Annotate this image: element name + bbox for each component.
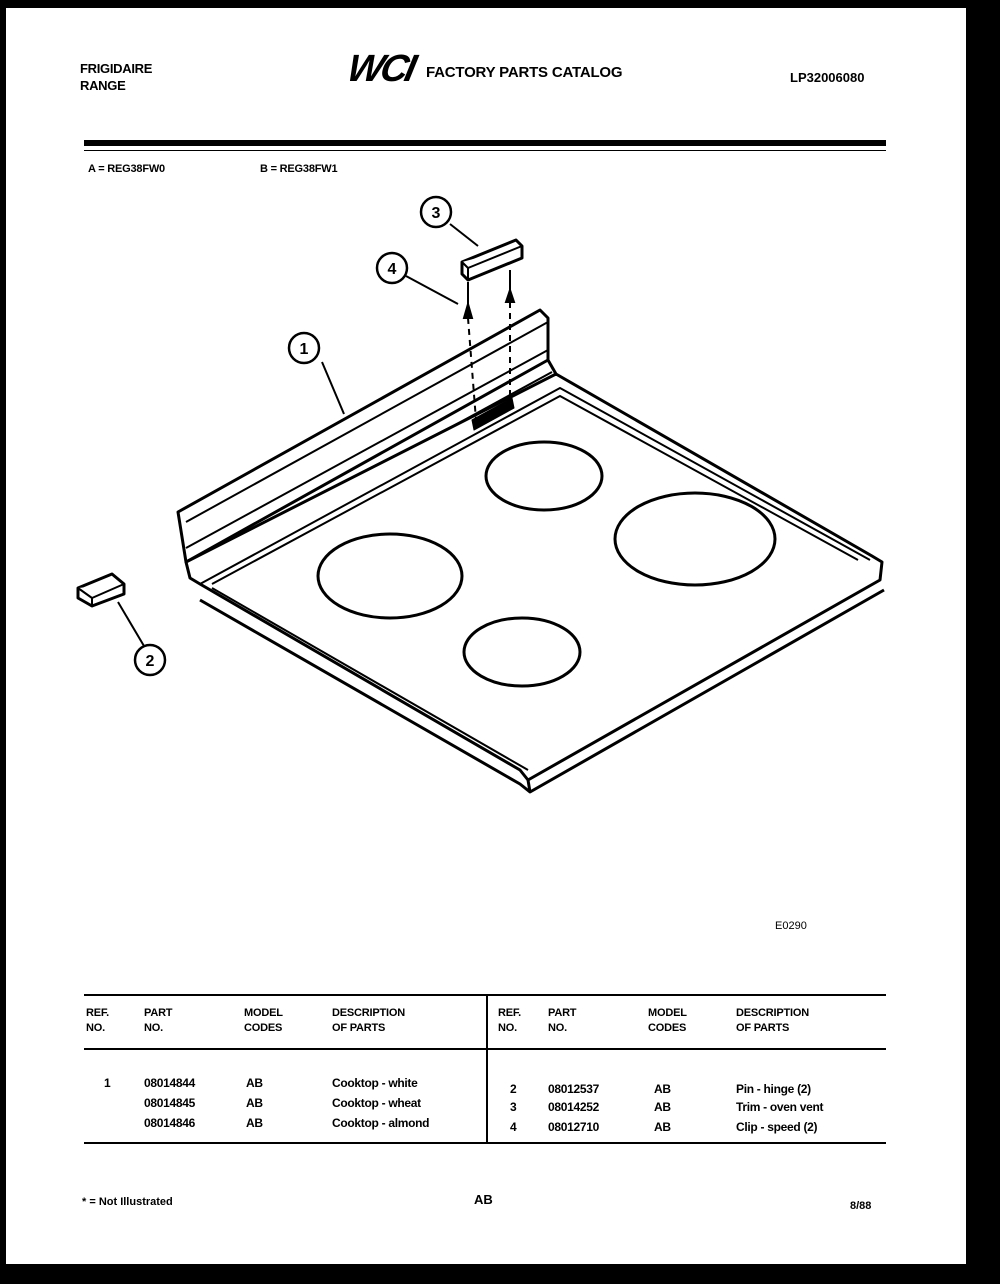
col-ref-header: REF. NO. bbox=[86, 1007, 110, 1034]
svg-text:1: 1 bbox=[299, 341, 309, 358]
svg-text:3: 3 bbox=[431, 205, 441, 222]
footer-date: 8/88 bbox=[850, 1200, 872, 1212]
table-header-rule bbox=[84, 1048, 886, 1050]
callout-4 bbox=[377, 253, 407, 283]
vent-trim-part bbox=[462, 240, 522, 280]
hinge-pin-part bbox=[78, 574, 124, 606]
svg-text:2: 2 bbox=[145, 653, 155, 670]
col-desc-header: DESCRIPTION OF PARTS bbox=[332, 1007, 405, 1034]
cooktop-exploded-diagram bbox=[60, 185, 910, 805]
brand-block bbox=[80, 60, 152, 94]
footer-code: AB bbox=[474, 1192, 493, 1207]
catalog-number: LP32006080 bbox=[790, 70, 865, 85]
col-desc-header-right: DESCRIPTION OF PARTS bbox=[736, 1007, 809, 1034]
col-model-header-right: MODEL CODES bbox=[648, 1007, 687, 1034]
svg-text:4: 4 bbox=[387, 261, 397, 278]
callout-1 bbox=[289, 333, 319, 363]
table-top-rule bbox=[84, 994, 886, 996]
model-a: A = REG38FW0 bbox=[88, 163, 165, 175]
cooktop-surface bbox=[186, 374, 882, 780]
brand-name: FRIGIDAIRE bbox=[80, 61, 153, 76]
table-divider bbox=[486, 996, 488, 1142]
callout-3 bbox=[421, 197, 451, 227]
col-part-header-right: PART NO. bbox=[548, 1007, 577, 1034]
not-illustrated-note: * = Not Illustrated bbox=[82, 1196, 173, 1208]
catalog-title: FACTORY PARTS CATALOG bbox=[426, 64, 623, 81]
product-type: RANGE bbox=[80, 78, 126, 93]
table-bottom-rule bbox=[84, 1142, 886, 1144]
col-model-header: MODEL CODES bbox=[244, 1007, 283, 1034]
col-ref-header-right: REF. NO. bbox=[498, 1007, 522, 1034]
header-rule bbox=[84, 140, 886, 146]
model-b: B = REG38FW1 bbox=[260, 163, 338, 175]
col-part-header: PART NO. bbox=[144, 1007, 173, 1034]
header-rule-thin bbox=[84, 150, 886, 151]
callout-2 bbox=[135, 645, 165, 675]
diagram-code: E0290 bbox=[775, 920, 807, 932]
wci-logo: WCI bbox=[343, 48, 418, 90]
